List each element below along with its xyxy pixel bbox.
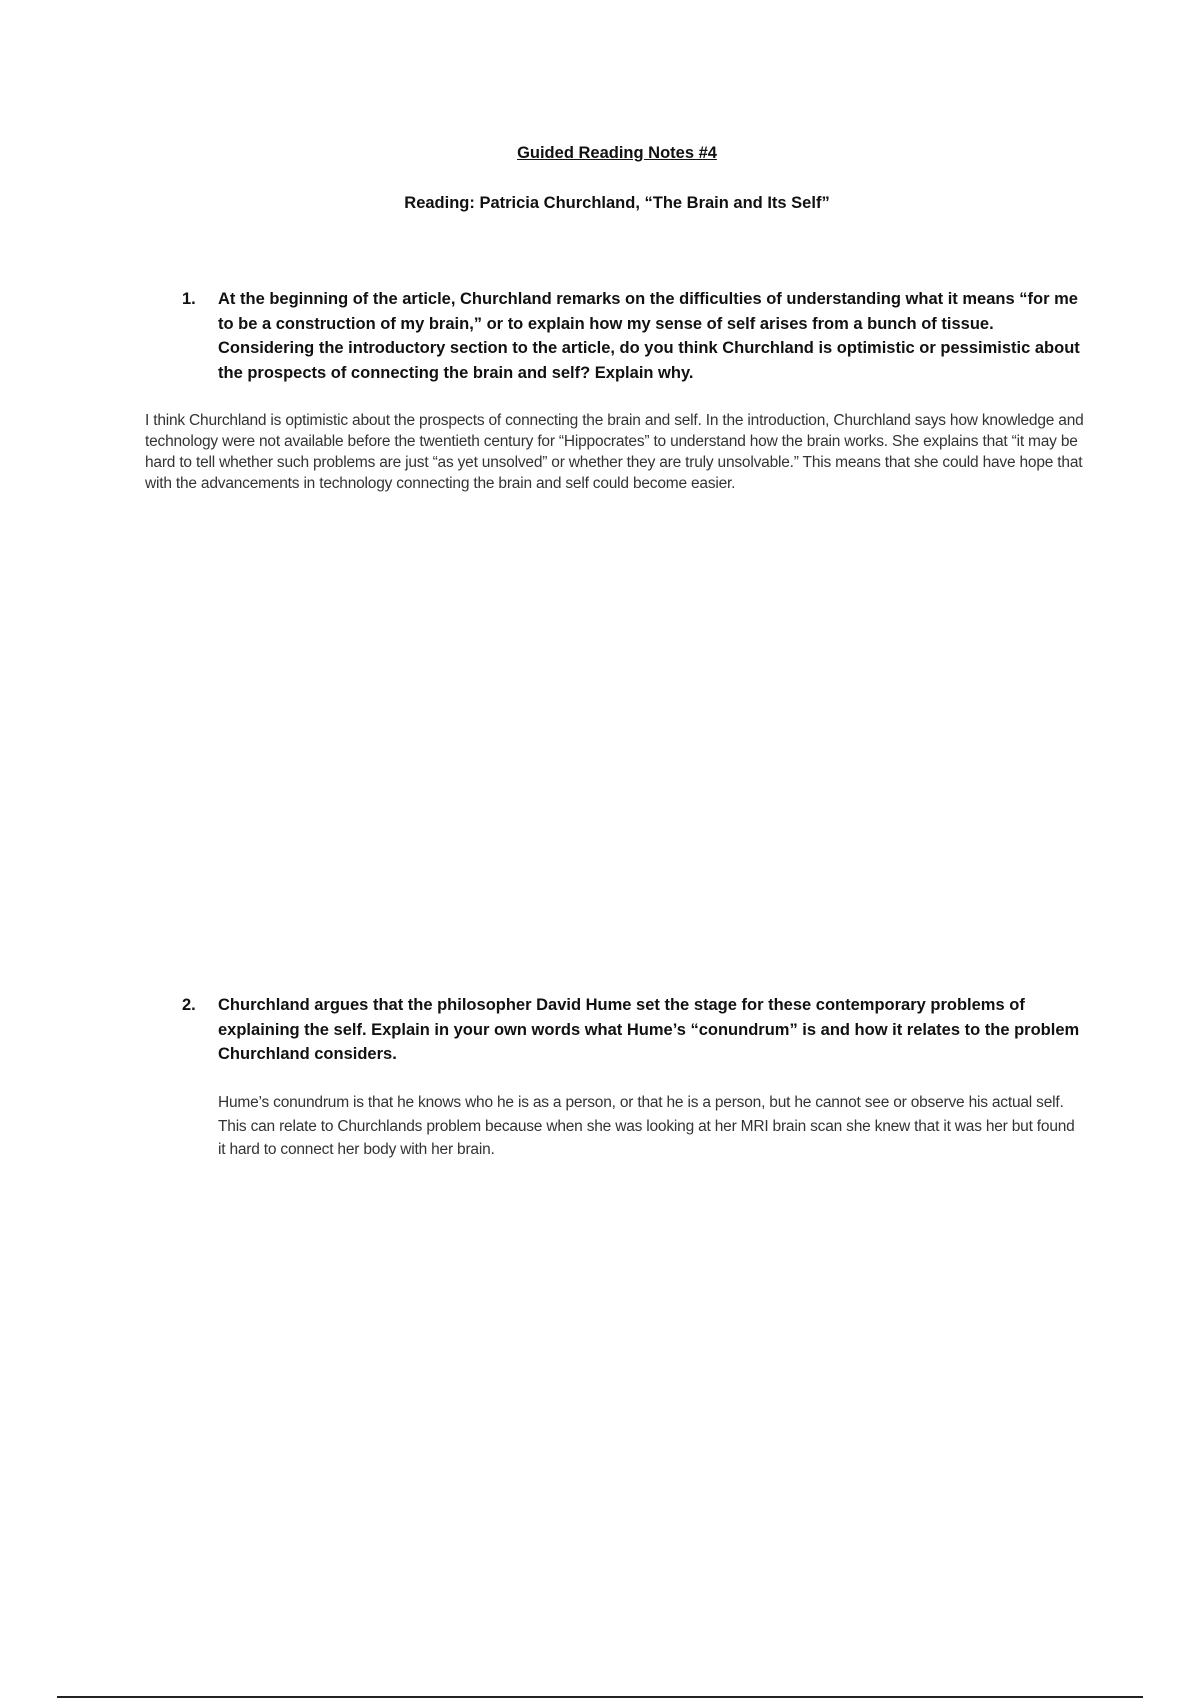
question-2 (182, 993, 1084, 1067)
question-2-prompt: Churchland argues that the philosopher David Hume set the stage for these contemporary problems of explaining the self. Explain in your own words what Hume’s “conundrum” is and how it relates to the problem Churchland considers. (218, 996, 1080, 1063)
document-title: Guided Reading Notes #4 (517, 144, 717, 162)
question-1 (182, 287, 1084, 385)
answer-2: Hume’s conundrum is that he knows who he is as a person, or that he is a person, but he cannot see or observe his actual self. This can relate to Churchlands problem because when she was looking at her MRI brain scan she knew that it was her but found it hard to connect her body with her brain. (218, 1094, 1075, 1158)
footer-divider (57, 1696, 1143, 1698)
answer-1: I think Churchland is optimistic about the prospects of connecting the brain and self. In the introduction, Churchland says how knowledge and technology were not available before the twentieth century for “Hippocrates” to understand how the brain works. She explains that “it may be hard to tell whether such problems are just “as yet unsolved” or whether they are truly unsolvable.” This means that she could have hope that with the advancements in technology connecting the brain and self could become easier. (145, 412, 1084, 492)
reading-subtitle: Reading: Patricia Churchland, “The Brain and Its Self” (404, 194, 830, 212)
question-1-number: 1. (182, 290, 196, 308)
question-1-prompt: At the beginning of the article, Churchland remarks on the difficulties of understanding what it means “for me to be a construction of my brain,” or to explain how my sense of self arises from a bunch of tissue. Considering the introductory section to the article, do you think Churchland is optimistic or pessimistic about the prospects of connecting the brain and self? Explain why. (218, 290, 1080, 382)
question-2-number: 2. (182, 996, 196, 1014)
